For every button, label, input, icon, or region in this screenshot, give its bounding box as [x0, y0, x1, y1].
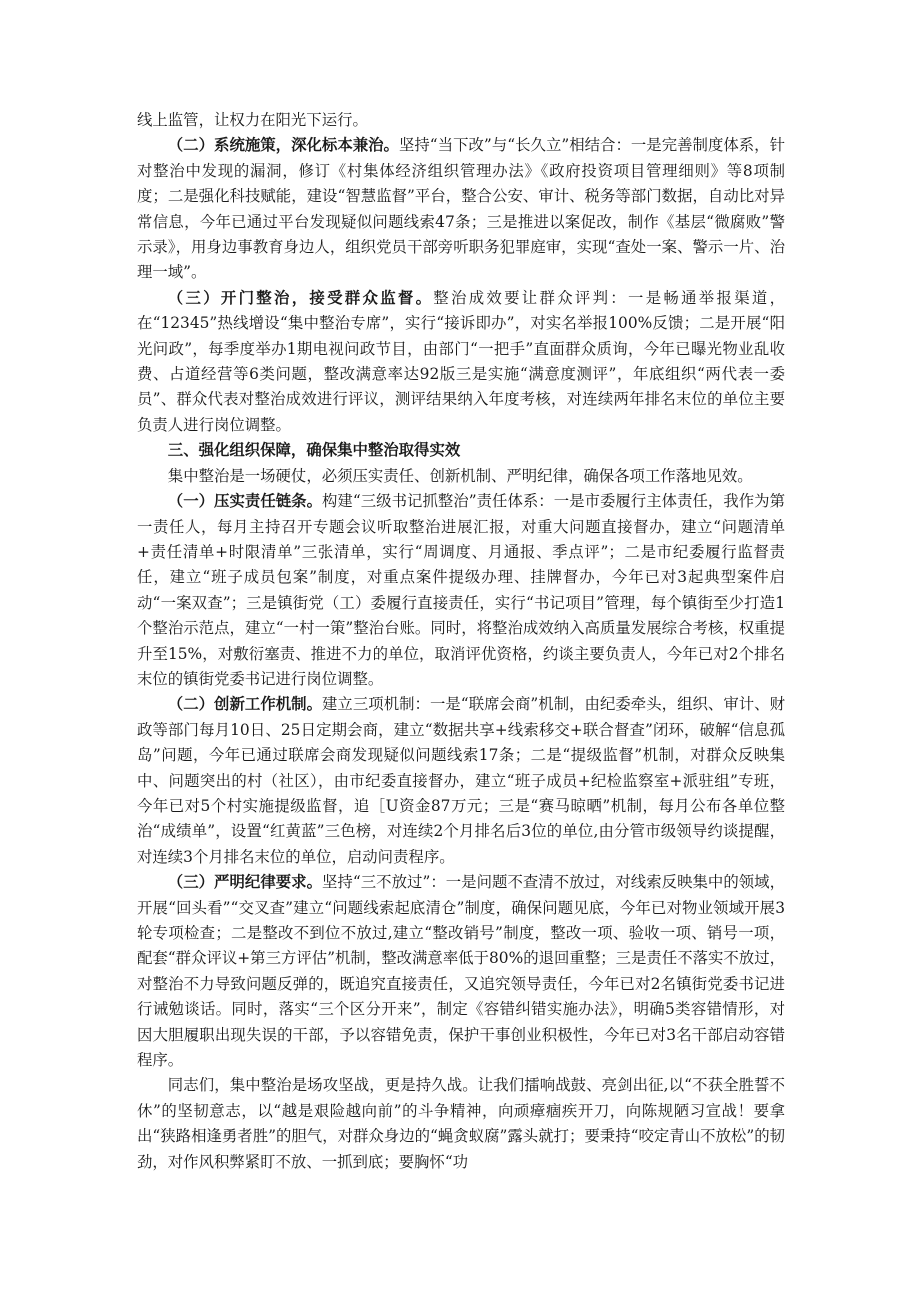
section-heading-text: 三、强化组织保障，确保集中整治取得实效: [167, 441, 461, 460]
paragraph-9-text: 同志们，集中整治是场攻坚战，更是持久战。让我们擂响战鼓、亮剑出征,以“不获全胜誓不休”的坚韧意志，以“越是艰险越向前”的斗争精神，向顽瘴痼疾开刀，向陈规陋习宣战！要拿出“狭路相逢勇者胜”的胆气，对群众身边的“蝇贪蚁腐”露头就打；要秉持“咬定青山不放松”的韧劲，对作风积弊紧盯不放、一抓到底；要胸怀“功: [137, 1076, 785, 1171]
paragraph-2-lead: （二）系统施策，深化标本兼治。: [167, 136, 399, 155]
paragraph-5: [137, 464, 785, 489]
paragraph-9: [137, 1073, 785, 1175]
paragraph-2: [137, 133, 785, 285]
paragraph-2-text: 坚持“当下改”与“长久立”相结合：一是完善制度体系，针对整治中发现的漏洞，修订《村集体经济组织管理办法》《政府投资项目管理细则》等8项制度；二是强化科技赋能，建设“智慧监督”平台，整合公安、审计、税务等部门数据，自动比对异常信息，今年已通过平台发现疑似问题线索47条；三是推进以案促改，制作《基层“微腐败”警示录》，用身边事教育身边人，组织党员干部旁听职务犯罪庭审，实现“查处一案、警示一片、治理一域”。: [137, 136, 785, 282]
paragraph-7-lead: （二）创新工作机制。: [167, 695, 323, 714]
body-text: [137, 108, 785, 1175]
paragraph-6: [137, 489, 785, 692]
paragraph-3-text: 整治成效要让群众评判：一是畅通举报渠道，在“12345”热线增设“集中整治专席”，实行“接诉即办”，对实名举报100%反馈；二是开展“阳光问政”，每季度举办1期电视问政节目，由部门“一把手”直面群众质询，今年已曝光物业乱收费、占道经营等6类问题，整改满意率达92版三是实施“满意度测评”，年底组织“两代表一委员”、群众代表对整治成效进行评议，测评结果纳入年度考核，对连续两年排名末位的单位主要负责人进行岗位调整。: [137, 288, 785, 434]
paragraph-8: [137, 870, 785, 1073]
paragraph-5-text: 集中整治是一场硬仗，必须压实责任、创新机制、严明纪律，确保各项工作落地见效。: [167, 466, 753, 485]
paragraph-8-lead: （三）严明纪律要求。: [167, 873, 323, 892]
paragraph-6-text: 构建“三级书记抓整治”责任体系：一是市委履行主体责任，我作为第一责任人，每月主持召开专题会议听取整治进展汇报，对重大问题直接督办，建立“问题清单+责任清单+时限清单”三张清单，实行“周调度、月通报、季点评”；二是市纪委履行监督责任，建立“班子成员包案”制度，对重点案件提级办理、挂牌督办，今年已对3起典型案件启动“一案双查”；三是镇街党（工）委履行直接责任，实行“书记项目”管理，每个镇街至少打造1个整治示范点，建立“一村一策”整治台账。同时，将整治成效纳入高质量发展综合考核，权重提升至15%，对敷衍塞责、推进不力的单位，取消评优资格，约谈主要负责人，今年已对2个排名末位的镇街党委书记进行岗位调整。: [137, 492, 785, 688]
paragraph-1: [137, 108, 785, 133]
paragraph-7-text: 建立三项机制：一是“联席会商”机制，由纪委牵头，组织、审计、财政等部门每月10日、25日定期会商，建立“数据共享+线索移交+联合督查”闭环，破解“信息孤岛”问题，今年已通过联席会商发现疑似问题线索17条；二是“提级监督”机制，对群众反映集中、问题突出的村（社区），由市纪委直接督办，建立“班子成员+纪检监察室+派驻组”专班，今年已对5个村实施提级监督，追［U资金87万元；三是“赛马晾晒”机制，每月公布各单位整治“成绩单”，设置“红黄蓝”三色榜，对连续2个月排名后3位的单位,由分管市级领导约谈提醒，对连续3个月排名末位的单位，启动问责程序。: [137, 695, 785, 866]
paragraph-8-text: 坚持“三不放过”：一是问题不查清不放过，对线索反映集中的领域，开展“回头看”“交叉查”建立“问题线索起底清仓”制度，确保问题见底，今年已对物业领域开展3轮专项检查；二是整改不到位不放过,建立“整改销号”制度，整改一项、验收一项、销号一项，配套“群众评议+第三方评估”机制，整改满意率低于80%的退回重整；三是责任不落实不放过，对整治不力导致问题反弹的，既追究直接责任，又追究领导责任，今年已对2名镇街党委书记进行诫勉谈话。同时，落实“三个区分开来”，制定《容错纠错实施办法》，明确5类容错情形，对因大胆履职出现失误的干部，予以容错免责，保护干事创业积极性，今年已对3名干部启动容错程序。: [137, 873, 785, 1070]
paragraph-7: [137, 692, 785, 870]
section-heading: [137, 438, 785, 463]
paragraph-3-lead: （三）开门整治，接受群众监督。: [167, 288, 434, 307]
paragraph-1-text: 线上监管，让权力在阳光下运行。: [137, 111, 368, 129]
paragraph-3: [137, 286, 785, 438]
paragraph-6-lead: （一）压实责任链条。: [167, 492, 323, 511]
